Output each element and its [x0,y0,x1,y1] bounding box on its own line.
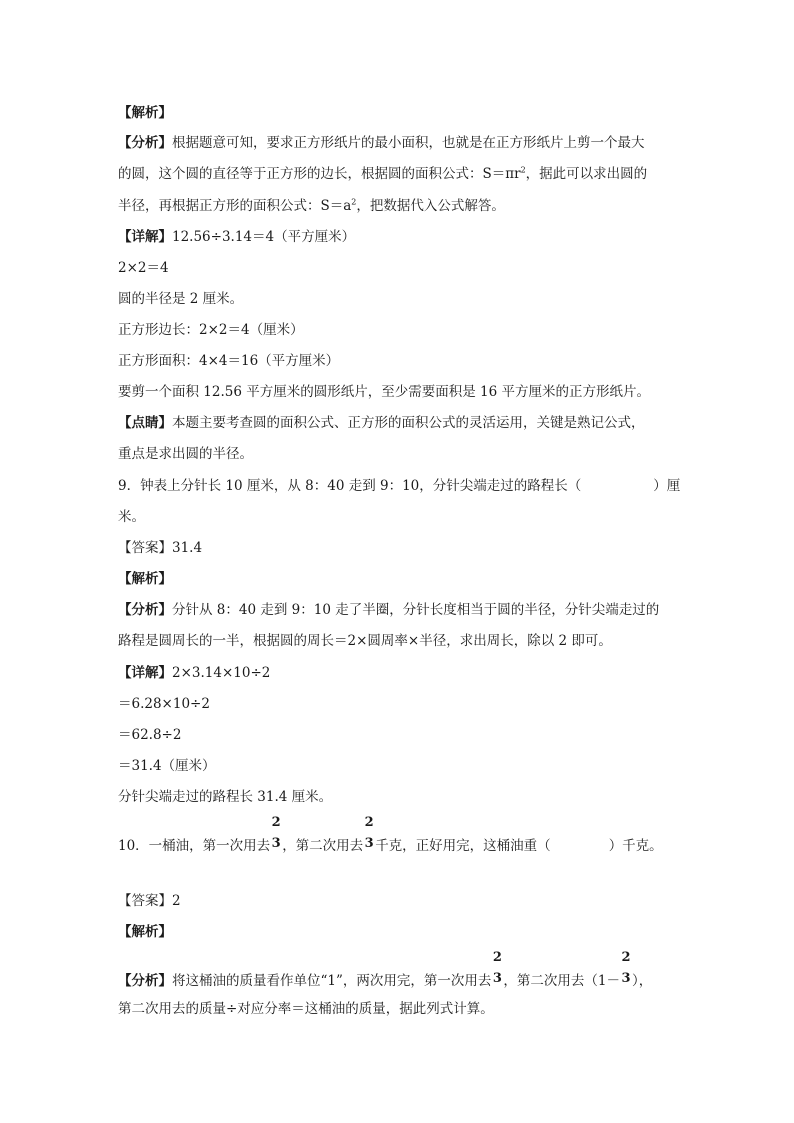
fraction-numerator: 2 [492,950,502,965]
remark-text: 本题主要考查圆的面积公式、正方形的面积公式的灵活运用，关键是熟记公式， [172,415,645,431]
analysis-text: ，第二次用去（1－ [503,973,620,989]
section-header-analysis: 【解析】 [118,105,172,121]
text-segment: 半径，再根据正方形的面积公式：S＝a [118,198,352,214]
question-10-line-1 [118,815,663,856]
answer-line-9: 【答案】31.4 [118,540,203,556]
fraction-numerator: 2 [621,950,631,965]
fraction-numerator: 2 [271,815,281,830]
detail-line-3: 圆的半径是 2 厘米。 [118,291,244,307]
question-text: ）厘 [653,478,681,494]
question-text: ，第二次用去 [282,838,364,854]
detail-9-line-3: ＝62.8÷2 [118,727,182,743]
fraction-two-thirds [492,950,502,991]
detail-9-line-5: 分针尖端走过的路程长 31.4 厘米。 [118,789,333,805]
detail-9-line-1 [118,663,270,683]
detail-9-line-2: ＝6.28×10÷2 [118,696,210,712]
analysis-line-2 [118,164,647,184]
fraction-two-thirds [364,815,374,856]
analysis-text: 根据题意可知，要求正方形纸片的最小面积，也就是在正方形纸片上剪一个最大 [172,135,645,151]
section-header-analysis-10: 【解析】 [118,924,172,940]
remark-line-2: 重点是求出圆的半径。 [118,446,253,462]
detail-line-2: 2×2＝4 [118,260,169,276]
fraction-denominator: 3 [621,971,631,986]
fraction-denominator: 3 [271,836,281,851]
question-text: 千克，正好用完，这桶油重（ [375,838,551,854]
analysis-10-line-2: 第二次用去的质量÷对应分率＝这桶油的质量，据此列式计算。 [118,1001,494,1017]
analysis-9-line-1 [118,600,659,620]
question-9-line-2: 米。 [118,509,145,525]
detail-tag: 【详解】 [118,229,172,245]
question-text: 9．钟表上分针长 10 厘米，从 8：40 走到 9：10，分针尖端走过的路程长（ [118,478,582,494]
detail-tag: 【详解】 [118,665,172,681]
text-segment: ，据此可以求出圆的 [525,166,648,182]
answer-line-10: 【答案】2 [118,893,181,909]
fraction-two-thirds [621,950,631,991]
detail-line-6: 要剪一个面积 12.56 平方厘米的圆形纸片，至少需要面积是 16 平方厘米的正方形纸片。 [118,384,650,400]
analysis-line-1 [118,133,645,153]
detail-line-1 [118,227,355,247]
fraction-numerator: 2 [364,815,374,830]
text-segment: 的圆，这个圆的直径等于正方形的边长，根据圆的面积公式：S＝πr [118,166,521,182]
detail-line-5: 正方形面积：4×4＝16（平方厘米） [118,353,340,369]
text-segment: ，把数据代入公式解答。 [356,198,505,214]
analysis-text: 将这桶油的质量看作单位“1”，两次用完，第一次用去 [172,973,492,989]
remark-line-1 [118,413,645,433]
fraction-denominator: 3 [492,971,502,986]
analysis-tag: 【分析】 [118,135,172,151]
detail-text: 2×3.14×10÷2 [172,665,271,681]
analysis-text: ）， [632,973,653,989]
question-text: 10．一桶油，第一次用去 [118,838,271,854]
analysis-line-3 [118,196,505,216]
analysis-tag: 【分析】 [118,973,172,989]
detail-text: 12.56÷3.14＝4（平方厘米） [172,229,356,245]
fraction-denominator: 3 [364,836,374,851]
section-header-analysis-9: 【解析】 [118,571,172,587]
analysis-9-line-2: 路程是圆周长的一半，根据圆的周长＝2×圆周率×半径，求出周长，除以 2 即可。 [118,633,612,649]
analysis-tag: 【分析】 [118,602,172,618]
fraction-two-thirds [271,815,281,856]
superscript: 2 [520,165,526,175]
detail-line-4: 正方形边长：2×2＝4（厘米） [118,322,304,338]
remark-tag: 【点睛】 [118,415,172,431]
analysis-10-line-1 [118,950,653,991]
question-9-line-1 [118,476,680,496]
superscript: 2 [351,197,357,207]
question-text: ）千克。 [608,838,663,854]
detail-9-line-4: ＝31.4（厘米） [118,758,216,774]
analysis-text: 分针从 8：40 走到 9：10 走了半圈，分针长度相当于圆的半径，分针尖端走过的 [172,602,660,618]
